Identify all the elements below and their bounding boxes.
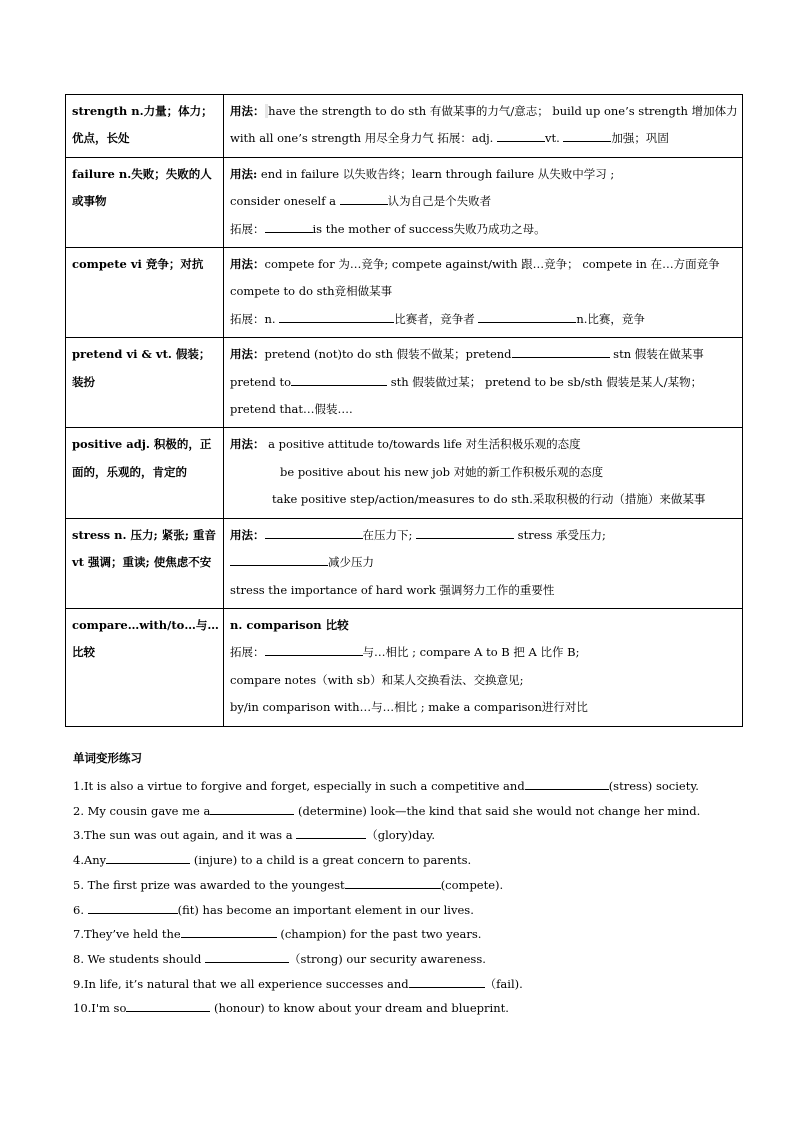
word-cell [66, 608, 224, 726]
usage-line: 减少压力 [230, 549, 738, 576]
answer-blank[interactable] [181, 924, 277, 938]
answer-blank[interactable] [478, 309, 576, 323]
answer-blank[interactable] [409, 974, 485, 988]
word-cell [66, 338, 224, 428]
exercise-item: 10.I'm so (honour) to know about your dream and blueprint. [73, 996, 733, 1021]
usage-line: stress the importance of hard work 强调努力工作的重要性 [230, 582, 555, 597]
usage-line: consider oneself a 认为自己是个失败者 [230, 188, 738, 215]
word-cell [66, 95, 224, 158]
answer-blank[interactable] [230, 552, 328, 566]
word-label: stress n. 压力; 紧张; 重音 vt 强调；重读; 使焦虑不安 [72, 527, 216, 570]
answer-blank[interactable] [265, 219, 313, 233]
usage-line: be positive about his new job 对她的新工作积极乐观的态度 [280, 464, 604, 479]
exercise-item: 1.It is also a virtue to forgive and forget, especially in such a competitive and (stress) society. [73, 774, 733, 799]
vocab-table [65, 94, 743, 727]
word-label: pretend vi & vt. 假装；装扮 [72, 347, 211, 389]
usage-line: 拓展： is the mother of success失败乃成功之母。 [230, 216, 738, 243]
exercise-item: 5. The first prize was awarded to the youngest (compete). [73, 873, 733, 898]
answer-blank[interactable] [279, 309, 394, 323]
usage-cell [224, 157, 743, 247]
usage-line: 拓展：n. 比赛者，竞争者 n.比赛，竞争 [230, 306, 738, 333]
usage-cell [224, 608, 743, 726]
answer-blank[interactable] [563, 128, 611, 142]
word-label: compete vi 竞争；对抗 [72, 257, 204, 272]
word-label: strength n.力量；体力；优点，长处 [72, 104, 213, 146]
usage-line: by/in comparison with…与…相比 ; make a comparison进行对比 [230, 700, 588, 715]
usage-line: 用法： a positive attitude to/towards life 对生活积极乐观的态度 [230, 437, 581, 452]
exercise-item: 8. We students should （strong) our security awareness. [73, 947, 733, 972]
answer-blank[interactable] [126, 998, 210, 1012]
usage-line: 用法：pretend (not)to do sth 假装不做某；pretend stn 假装在做某事 [230, 341, 738, 368]
table-row [66, 428, 743, 518]
word-label: positive adj. 积极的，正面的，乐观的，肯定的 [72, 437, 212, 479]
answer-blank[interactable] [340, 191, 388, 205]
table-row [66, 95, 743, 158]
exercise-item: 9.In life, it’s natural that we all experience successes and （fail). [73, 972, 733, 997]
table-row [66, 338, 743, 428]
usage-cell [224, 518, 743, 608]
answer-blank[interactable] [210, 801, 294, 815]
exercise-item: 2. My cousin gave me a (determine) look—the kind that said she would not change her mind. [73, 799, 733, 824]
usage-line: n. comparison 比较 [230, 617, 349, 632]
word-cell [66, 157, 224, 247]
answer-blank[interactable] [265, 642, 363, 656]
exercise-title: 单词变形练习 [73, 751, 142, 765]
exercise-item: 3.The sun was out again, and it was a （glory)day. [73, 823, 733, 848]
table-row [66, 157, 743, 247]
usage-line: pretend to sth 假装做过某； pretend to be sb/sth 假装是某人/某物； [230, 369, 738, 396]
usage-cell [224, 428, 743, 518]
word-cell [66, 248, 224, 338]
word-cell [66, 518, 224, 608]
exercise-item: 4.Any (injure) to a child is a great concern to parents. [73, 848, 733, 873]
usage-line: 用法： 在压力下; stress 承受压力; [230, 522, 738, 549]
answer-blank[interactable] [497, 128, 545, 142]
usage-line: 用法: end in failure 以失败告终；learn through failure 从失败中学习 ; [230, 166, 615, 181]
usage-cell [224, 95, 743, 158]
usage-line: 用法：compete for 为…竞争; compete against/with 跟…竞争； compete in 在…方面竞争 compete to do sth竞相做某事 [230, 257, 720, 299]
usage-cell [224, 248, 743, 338]
table-row [66, 608, 743, 726]
answer-blank[interactable] [512, 344, 610, 358]
table-row [66, 248, 743, 338]
exercise-item: 7.They’ve held the (champion) for the past two years. [73, 922, 733, 947]
word-label: failure n.失败；失败的人或事物 [72, 166, 212, 209]
answer-blank[interactable] [291, 372, 387, 386]
answer-blank[interactable] [88, 900, 178, 914]
table-row [66, 518, 743, 608]
usage-line: 用法： have the strength to do sth 有做某事的力气/意志； build up one’s strength 增加体力 [230, 104, 738, 118]
answer-blank[interactable] [106, 850, 190, 864]
usage-line: pretend that…假装…. [230, 402, 353, 417]
usage-line: compare notes（with sb）和某人交换看法、交换意见; [230, 672, 524, 687]
exercise-section [73, 748, 733, 1021]
answer-blank[interactable] [416, 525, 514, 539]
answer-blank[interactable] [296, 825, 366, 839]
usage-line: 拓展： 与…相比 ; compare A to B 把 A 比作 B; [230, 639, 738, 666]
exercise-item: 6. (fit) has become an important element in our lives. [73, 898, 733, 923]
answer-blank[interactable] [345, 875, 441, 889]
answer-blank[interactable] [525, 776, 609, 790]
word-label: compare…with/to…与…比较 [72, 617, 219, 660]
usage-line: with all one’s strength 用尽全身力气 拓展：adj. vt. 加强；巩固 [230, 125, 738, 152]
answer-blank[interactable] [205, 949, 289, 963]
answer-blank[interactable] [265, 525, 363, 539]
word-cell [66, 428, 224, 518]
usage-line: take positive step/action/measures to do sth.采取积极的行动（措施）来做某事 [272, 492, 706, 507]
usage-cell [224, 338, 743, 428]
